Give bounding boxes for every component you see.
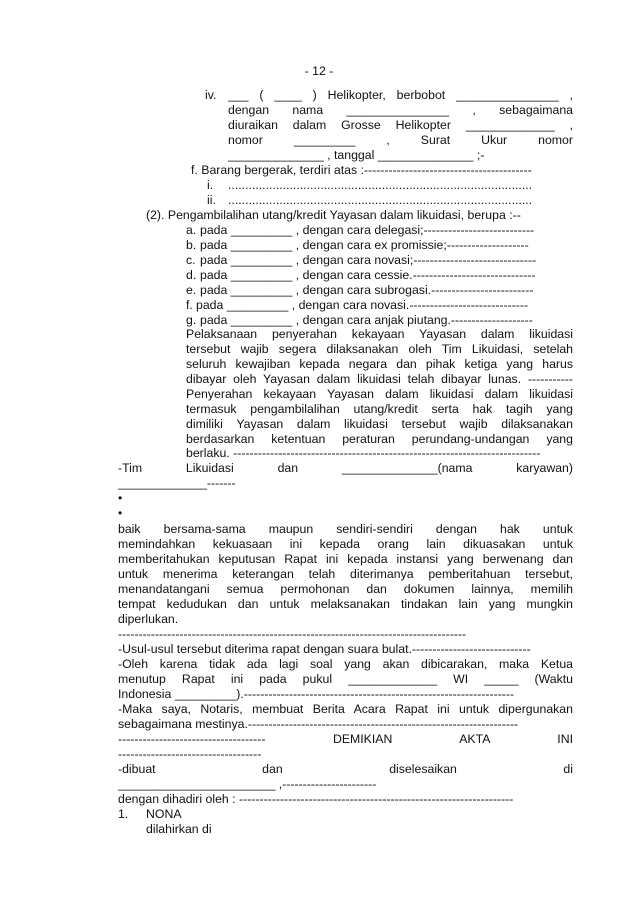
section2-para1-line: Pelaksanaan penyerahan kekayaan Yayasan dalam likuidasi	[186, 327, 573, 341]
section2-item-marker: d.	[186, 268, 197, 282]
oleh-line: menutup Rapat ini pada pukul _____________ WI _____ (Waktu	[118, 672, 573, 686]
section2-item-marker: a.	[186, 223, 197, 237]
hadir-line: dengan dihadiri oleh : -------------------------------------------------------------------	[118, 792, 514, 806]
tim-line-1: -Tim Likuidasi dan ______________(nama karyawan)	[118, 461, 573, 475]
bullet: •	[118, 491, 123, 505]
demikian-line-2: -----------------------------------	[118, 747, 262, 761]
nona-born: dilahirkan di	[146, 822, 212, 836]
oleh-line: Indonesia _________).------------------------------------------------------------------	[118, 687, 515, 701]
section2-para2-line: berlaku. ---------------------------------------------------------------------------	[186, 446, 541, 460]
section2-item-text: pada _________ , dengan cara anjak piutang.--------------------	[200, 313, 533, 327]
barang-title: f. Barang bergerak, terdiri atas :-----------------------------------------	[191, 163, 532, 177]
section2-item-text: pada _________ , dengan cara novasi.-----------------------------	[196, 298, 529, 312]
usul-line: -Usul-usul tersebut diterima rapat dengan suara bulat.-----------------------------	[118, 642, 531, 656]
section2-para1-line: tersebut wajib segera dilaksanakan oleh Tim Likuidasi, setelah	[186, 342, 573, 356]
section2-item-text: pada _________ , dengan cara ex promissie;--------------------	[200, 238, 529, 252]
bullet: •	[118, 506, 123, 520]
body-line: untuk menerima keterangan telah diterimanya pemberitahuan tersebut,	[118, 567, 573, 581]
heli-marker: iv.	[205, 88, 217, 102]
section2-item-marker: b.	[186, 238, 197, 252]
dibuat-line-2: _______________________ ,-----------------------	[118, 777, 377, 791]
barang-item-marker: ii.	[207, 193, 216, 207]
section2-item-marker: g.	[186, 313, 197, 327]
body-line: tempat kedudukan dan untuk melaksanakan tindakan lain yang mungkin	[118, 597, 573, 611]
body-line: memberitahukan keputusan Rapat ini kepada instansi yang berwenang dan	[118, 552, 573, 566]
section2-item-text: pada _________ , dengan cara novasi;------------------------------	[200, 253, 537, 267]
section2-item-marker: e.	[186, 283, 197, 297]
oleh-line: -Oleh karena tidak ada lagi soal yang akan dibicarakan, maka Ketua	[118, 657, 573, 671]
maka-line: sebagaimana mestinya.------------------------------------------------------------------	[118, 717, 519, 731]
body-line: baik bersama-sama maupun sendiri-sendiri dengan hak untuk	[118, 522, 573, 536]
barang-item-text: .........................................................................................	[228, 193, 533, 207]
body-line: diperlukan.	[118, 612, 179, 626]
nona-name: NONA	[146, 807, 182, 821]
body-line: menandatangani semua permohonan dan dokumen lainnya, memilih	[118, 582, 573, 596]
tim-line-2: _____________-------	[118, 476, 236, 490]
maka-line: -Maka saya, Notaris, membuat Berita Acara Rapat ini untuk dipergunakan	[118, 702, 573, 716]
demikian-line-1: ------------------------------------ DEMIKIAN AKTA INI	[118, 732, 573, 746]
section2-item-text: pada _________ , dengan cara cessie.------------------------------	[200, 268, 536, 282]
heli-line-3: diuraikan dalam Grosse Helikopter _____________ ,	[228, 118, 573, 132]
barang-item-text: .........................................................................................	[228, 178, 533, 192]
section2-para2-line: berdasarkan ketentuan peraturan perundang-undangan yang	[186, 432, 573, 446]
section2-item-text: pada _________ , dengan cara subrogasi.-------------------------	[200, 283, 534, 297]
section2-title: (2). Pengambilalihan utang/kredit Yayasan dalam likuidasi, berupa :--	[146, 208, 521, 222]
heli-line-5: ______________ , tanggal ______________ ;-	[228, 148, 485, 162]
page-number: - 12 -	[304, 64, 334, 78]
heli-line-1: ___ ( ____ ) Helikopter, berbobot _______________ ,	[228, 88, 573, 102]
body-line: memindahkan kekuasaan ini kepada orang lain dikuasakan untuk	[118, 537, 573, 551]
section2-item-marker: c.	[186, 253, 196, 267]
section2-item-text: pada _________ , dengan cara delegasi;---------------------------	[200, 223, 535, 237]
section2-para1-line: seluruh kewajiban kepada negara dan pihak ketiga yang harus	[186, 357, 573, 371]
section2-item-marker: f.	[186, 298, 193, 312]
section2-para2-line: Penyerahan kekayaan Yayasan dalam likuidasi dalam likuidasi	[186, 387, 573, 401]
section2-para1-line: dibayar oleh Yayasan dalam likuidasi telah dibayar lunas. -----------	[186, 372, 573, 386]
section2-para2-line: dimiliki Yayasan dalam likuidasi tersebut wajib dilaksanakan	[186, 417, 573, 431]
separator-line: -------------------------------------------------------------------------------------	[118, 627, 467, 641]
heli-line-2: dengan nama _______________ , sebagaimana	[228, 103, 573, 117]
dibuat-line-1: -dibuat dan diselesaikan di	[118, 762, 573, 776]
heli-line-4: nomor _________ , Surat Ukur nomor	[228, 133, 573, 147]
section2-para2-line: termasuk pengambilalihan utang/kredit serta hak tagih yang	[186, 402, 573, 416]
nona-marker: 1.	[118, 807, 129, 821]
barang-item-marker: i.	[207, 178, 214, 192]
